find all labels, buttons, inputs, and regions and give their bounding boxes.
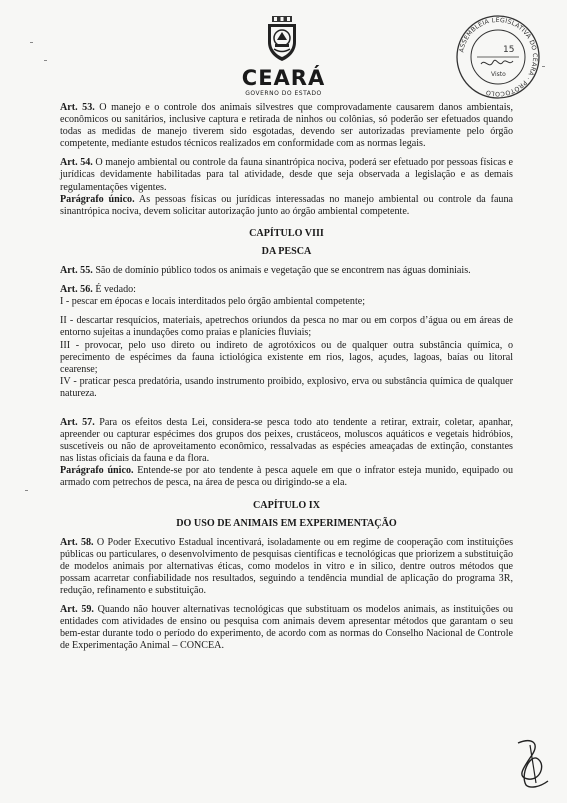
article-58: Art. 58. O Poder Executivo Estadual incentivará, isoladamente ou em regime de cooperação com instituições públicas ou particulares, o desenvolvimento de pesquisas científicas e tecnológicas que priorizem a substituição de modelos animais por alternativas éticas, como modelos in vitro e in silico, dentre outros métodos que possam acarretar confiabilidade nos resultados, seguindo a tendência mundial de aplicação do programa 3R, redução, refinamento e substituição. — [60, 536, 514, 597]
article-55: Art. 55. São de domínio público todos os animais e vegetação que se encontrem nas águas dominiais. — [60, 265, 471, 277]
chapter-8-subtitle: DA PESCA — [261, 245, 312, 257]
handwritten-signature — [510, 735, 554, 791]
document-body — [60, 102, 513, 660]
article-56-item-iii: III - provocar, pelo uso direto ou indireto de agrotóxicos ou de qualquer outra substância química, o perecimento de espécimes da fauna ictiológica existente em rios, lagos, açudes, lagoas, baías ou litoral cearense; — [60, 339, 513, 375]
stamp-outer-text: ASSEMBLEIA LEGISLATIVA DO CEARÁ · PROTOCOLO — [458, 16, 539, 98]
article-54: Art. 54. O manejo ambiental ou controle da fauna sinantrópica nociva, poderá ser efetuado por pessoas físicas e jurídicas devidamente habilitadas para tal atividade, desde que seja observada a legislação e as demais regulamentações vigentes. — [60, 157, 514, 193]
article-54-paragraph: Parágrafo único. As pessoas físicas ou jurídicas interessadas no manejo ambiental ou controle da fauna sinantrópica nociva, devem solicitar autorização junto ao órgão ambiental competente. — [60, 193, 514, 217]
article-56-item-iv: IV - praticar pesca predatória, usando instrumento proibido, explosivo, erva ou substância química de qualquer natureza. — [60, 375, 513, 399]
protocol-stamp — [455, 14, 541, 100]
brand-title: CEARÁ — [241, 66, 326, 90]
brand-subtitle: GOVERNO DO ESTADO — [245, 90, 322, 97]
chapter-9-subtitle: DO USO DE ANIMAIS EM EXPERIMENTAÇÃO — [176, 517, 397, 529]
chapter-9-title: CAPÍTULO IX — [252, 499, 321, 511]
stamp-visto: Visto — [491, 71, 506, 78]
article-56-item-i: I - pescar em épocas e locais interditados pelo órgão ambiental competente; — [60, 296, 366, 308]
article-57: Art. 57. Para os efeitos desta Lei, considera-se pesca todo ato tendente a retirar, extrair, coletar, apanhar, apreender ou capturar espécimes dos grupos dos peixes, crustáceos, moluscos aquáticos e vegetais hidróbios, suscetíveis ou não de aproveitamento econômico, ressalvadas as espécies ameaçadas de extinção, constantes nas listas oficiais da fauna e da flora. — [60, 416, 513, 465]
stamp-number: 15 — [503, 45, 515, 55]
article-57-paragraph: Parágrafo único. Entende-se por ato tendente à pesca aquele em que o infrator esteja munido, equipado ou armado com petrechos de pesca, na área de pesca ou dirigindo-se a ela. — [60, 465, 514, 489]
article-56-item-ii: II - descartar resquícios, materiais, apetrechos oriundos da pesca no mar ou em corpos d’água ou em áreas de entorno sujeitas a inundações como praias e planícies fluviais; — [60, 315, 513, 339]
article-59: Art. 59. Quando não houver alternativas tecnológicas que substituam os modelos animais, as instituições ou entidades com atividades de ensino ou pesquisa com animais devem apresentar métodos que garantam o seu bem-estar durante todo o período do experimento, de acordo com as normas do Conselho Nacional de Controle de Experimentação Animal – CONCEA. — [60, 604, 513, 652]
article-56: Art. 56. É vedado: — [60, 284, 136, 296]
chapter-8-title: CAPÍTULO VIII — [249, 227, 324, 239]
article-53: Art. 53. O manejo e o controle dos animais silvestres que comprovadamente causarem danos ambientais, econômicos ou sanitários, inclusive captura e retirada de ninhos ou colônias, só poderão ser efetuados quando todas as medidas de manejo tiverem sido esgotadas, devendo ser autorizadas previamente pelo órgão competente, mediante estudos técnicos realizados em conformidade com as normas legais. — [60, 102, 513, 150]
coat-of-arms-icon — [265, 16, 299, 62]
